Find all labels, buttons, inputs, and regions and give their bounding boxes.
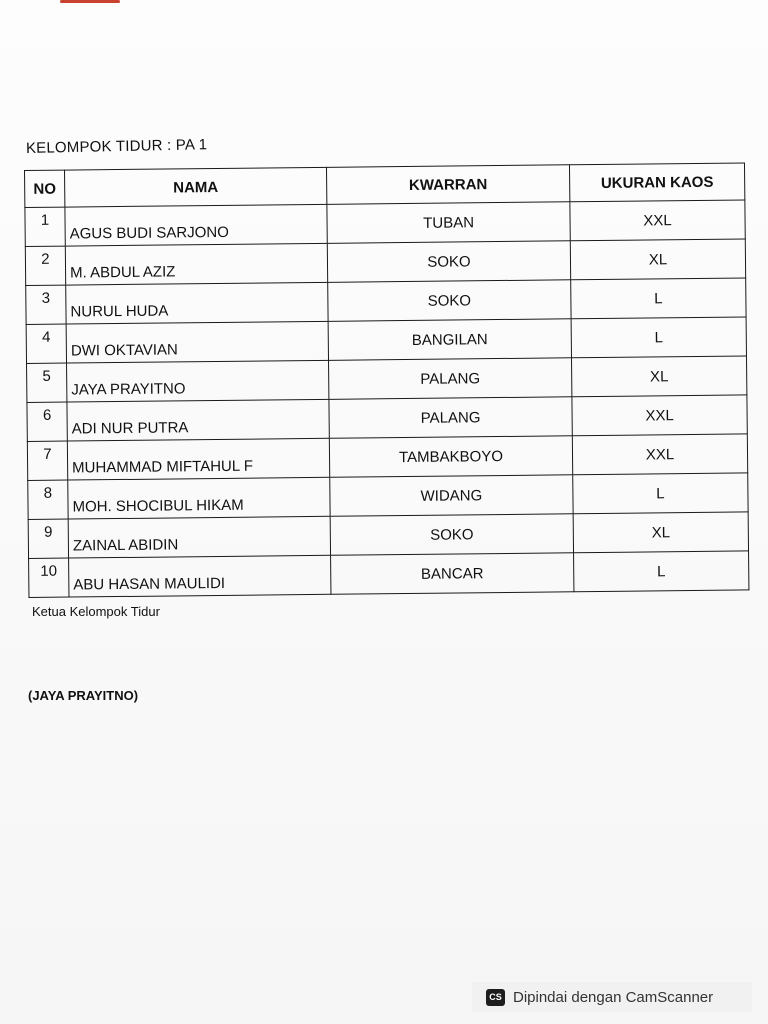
cell-nama: MOH. SHOCIBUL HIKAM	[68, 477, 330, 519]
signature-name: (JAYA PRAYITNO)	[28, 688, 139, 703]
cell-ukuran-kaos: XXL	[572, 434, 747, 475]
cell-kwarran: TAMBAKBOYO	[329, 436, 572, 478]
cell-ukuran-kaos: L	[574, 551, 749, 592]
table-container	[24, 162, 748, 598]
cell-nama: MUHAMMAD MIFTAHUL F	[67, 438, 329, 480]
signature-label: Ketua Kelompok Tidur	[32, 604, 160, 619]
header-nama: NAMA	[65, 167, 327, 207]
header-kwarran: KWARRAN	[326, 165, 569, 205]
cell-kwarran: SOKO	[330, 514, 573, 556]
cell-nama: AGUS BUDI SARJONO	[65, 204, 327, 246]
cell-no: 3	[26, 285, 66, 324]
cell-ukuran-kaos: L	[573, 473, 748, 514]
cell-nama: ADI NUR PUTRA	[67, 399, 329, 441]
cell-kwarran: BANGILAN	[328, 319, 571, 361]
cell-ukuran-kaos: XL	[573, 512, 748, 553]
top-edge-mark	[60, 0, 120, 3]
cell-ukuran-kaos: XL	[571, 356, 746, 397]
cell-no: 2	[25, 246, 65, 285]
cell-kwarran: PALANG	[329, 397, 572, 439]
cell-ukuran-kaos: L	[571, 278, 746, 319]
cell-ukuran-kaos: XXL	[572, 395, 747, 436]
camscanner-footer	[472, 982, 752, 1012]
cell-ukuran-kaos: XXL	[570, 200, 745, 241]
cell-kwarran: WIDANG	[330, 475, 573, 517]
cell-no: 5	[27, 363, 67, 402]
cell-no: 10	[29, 558, 69, 597]
cell-ukuran-kaos: XL	[570, 239, 745, 280]
cell-kwarran: BANCAR	[331, 553, 574, 595]
cell-no: 4	[26, 324, 66, 363]
cell-nama: ABU HASAN MAULIDI	[69, 555, 331, 597]
cell-kwarran: SOKO	[327, 241, 570, 283]
footer-text: Dipindai dengan CamScanner	[513, 988, 714, 1006]
member-table	[24, 162, 749, 598]
cell-no: 7	[27, 441, 67, 480]
camscanner-icon: CS	[486, 989, 505, 1006]
cell-no: 1	[25, 207, 65, 246]
cell-kwarran: TUBAN	[327, 202, 570, 244]
cell-nama: DWI OKTAVIAN	[66, 321, 328, 363]
table-row	[29, 551, 749, 598]
cell-no: 6	[27, 402, 67, 441]
document-title: KELOMPOK TIDUR : PA 1	[25, 136, 208, 157]
header-no: NO	[25, 170, 65, 207]
cell-nama: M. ABDUL AZIZ	[65, 243, 327, 285]
cell-nama: ZAINAL ABIDIN	[68, 516, 330, 558]
cell-nama: NURUL HUDA	[66, 282, 328, 324]
cell-nama: JAYA PRAYITNO	[67, 360, 329, 402]
cell-no: 8	[28, 480, 68, 519]
cell-no: 9	[28, 519, 68, 558]
cell-kwarran: SOKO	[328, 280, 571, 322]
header-ukuran-kaos: UKURAN KAOS	[569, 163, 744, 202]
cell-ukuran-kaos: L	[571, 317, 746, 358]
cell-kwarran: PALANG	[329, 358, 572, 400]
